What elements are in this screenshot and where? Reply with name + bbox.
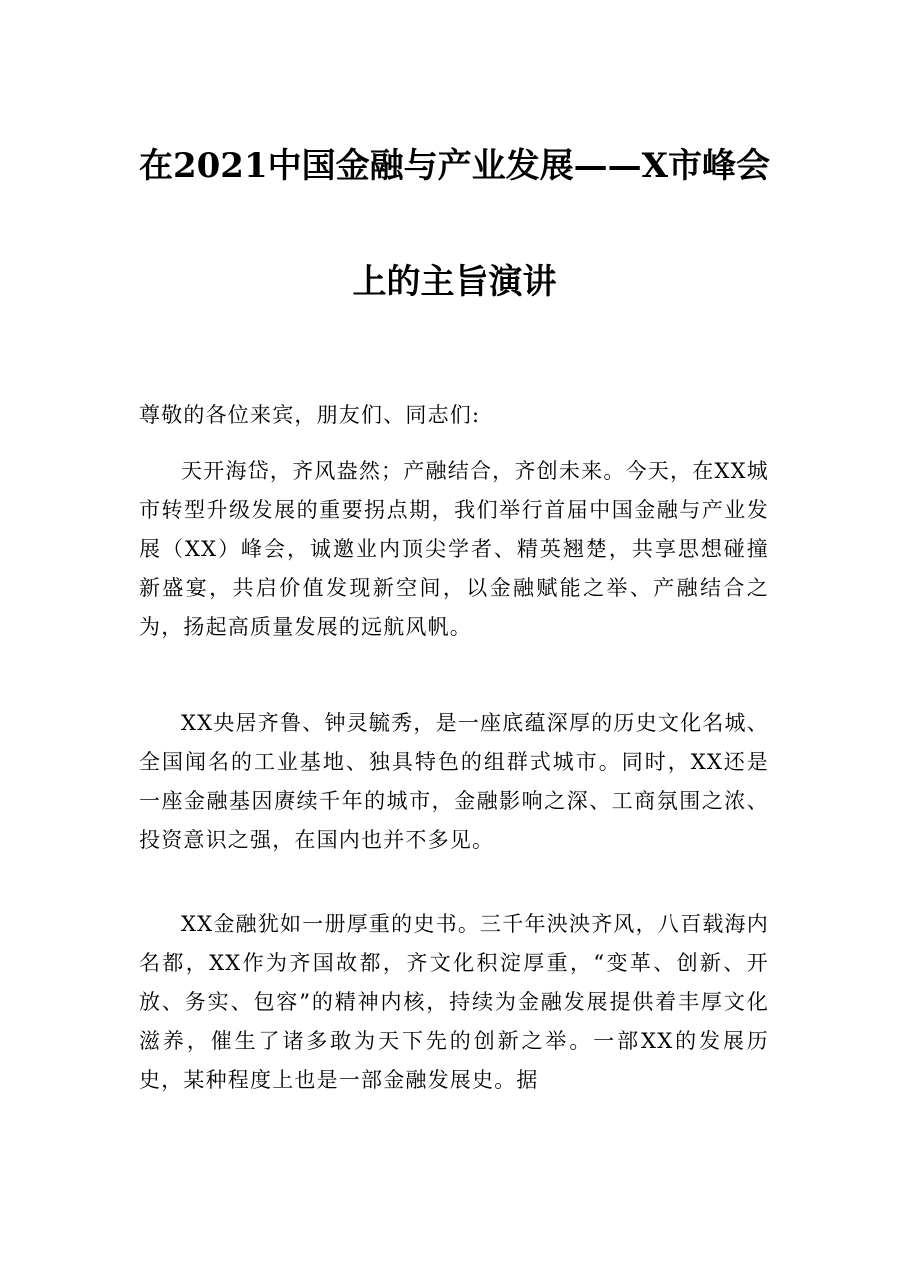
salutation: 尊敬的各位来宾，朋友们、同志们: [139, 403, 481, 427]
paragraph-1: 天开海岱，齐风盎然；产融结合，齐创未来。今天，在XX城市转型升级发展的重要拐点期，我们举行首届中国金融与产业发展（XX）峰会，诚邀业内顶尖学者、精英翘楚，共享思想碰撞新盛宴，共启价值发现新空间，以金融赋能之举、产融结合之为，扬起高质量发展的远航风帆。 [139, 459, 769, 639]
document-title-line-2: 上的主旨演讲 [352, 262, 557, 302]
paragraph-2: XX央居齐鲁、钟灵毓秀，是一座底蕴深厚的历史文化名城、全国闻名的工业基地、独具特色的组群式城市。同时，XX还是一座金融基因赓续千年的城市，金融影响之深、工商氛围之浓、投资意识之强，在国内也并不多见。 [139, 711, 769, 852]
paragraph-3: XX金融犹如一册厚重的史书。三千年泱泱齐风，八百载海内名都，XX作为齐国故都，齐文化积淀厚重，“变革、创新、开放、务实、包容”的精神内核，持续为金融发展提供着丰厚文化滋养，催生了诸多敢为天下先的创新之举。一部XX的发展历史，某种程度上也是一部金融发展史。据 [139, 912, 769, 1092]
document-title-line-1: 在2021中国金融与产业发展——X市峰会 [138, 146, 770, 186]
